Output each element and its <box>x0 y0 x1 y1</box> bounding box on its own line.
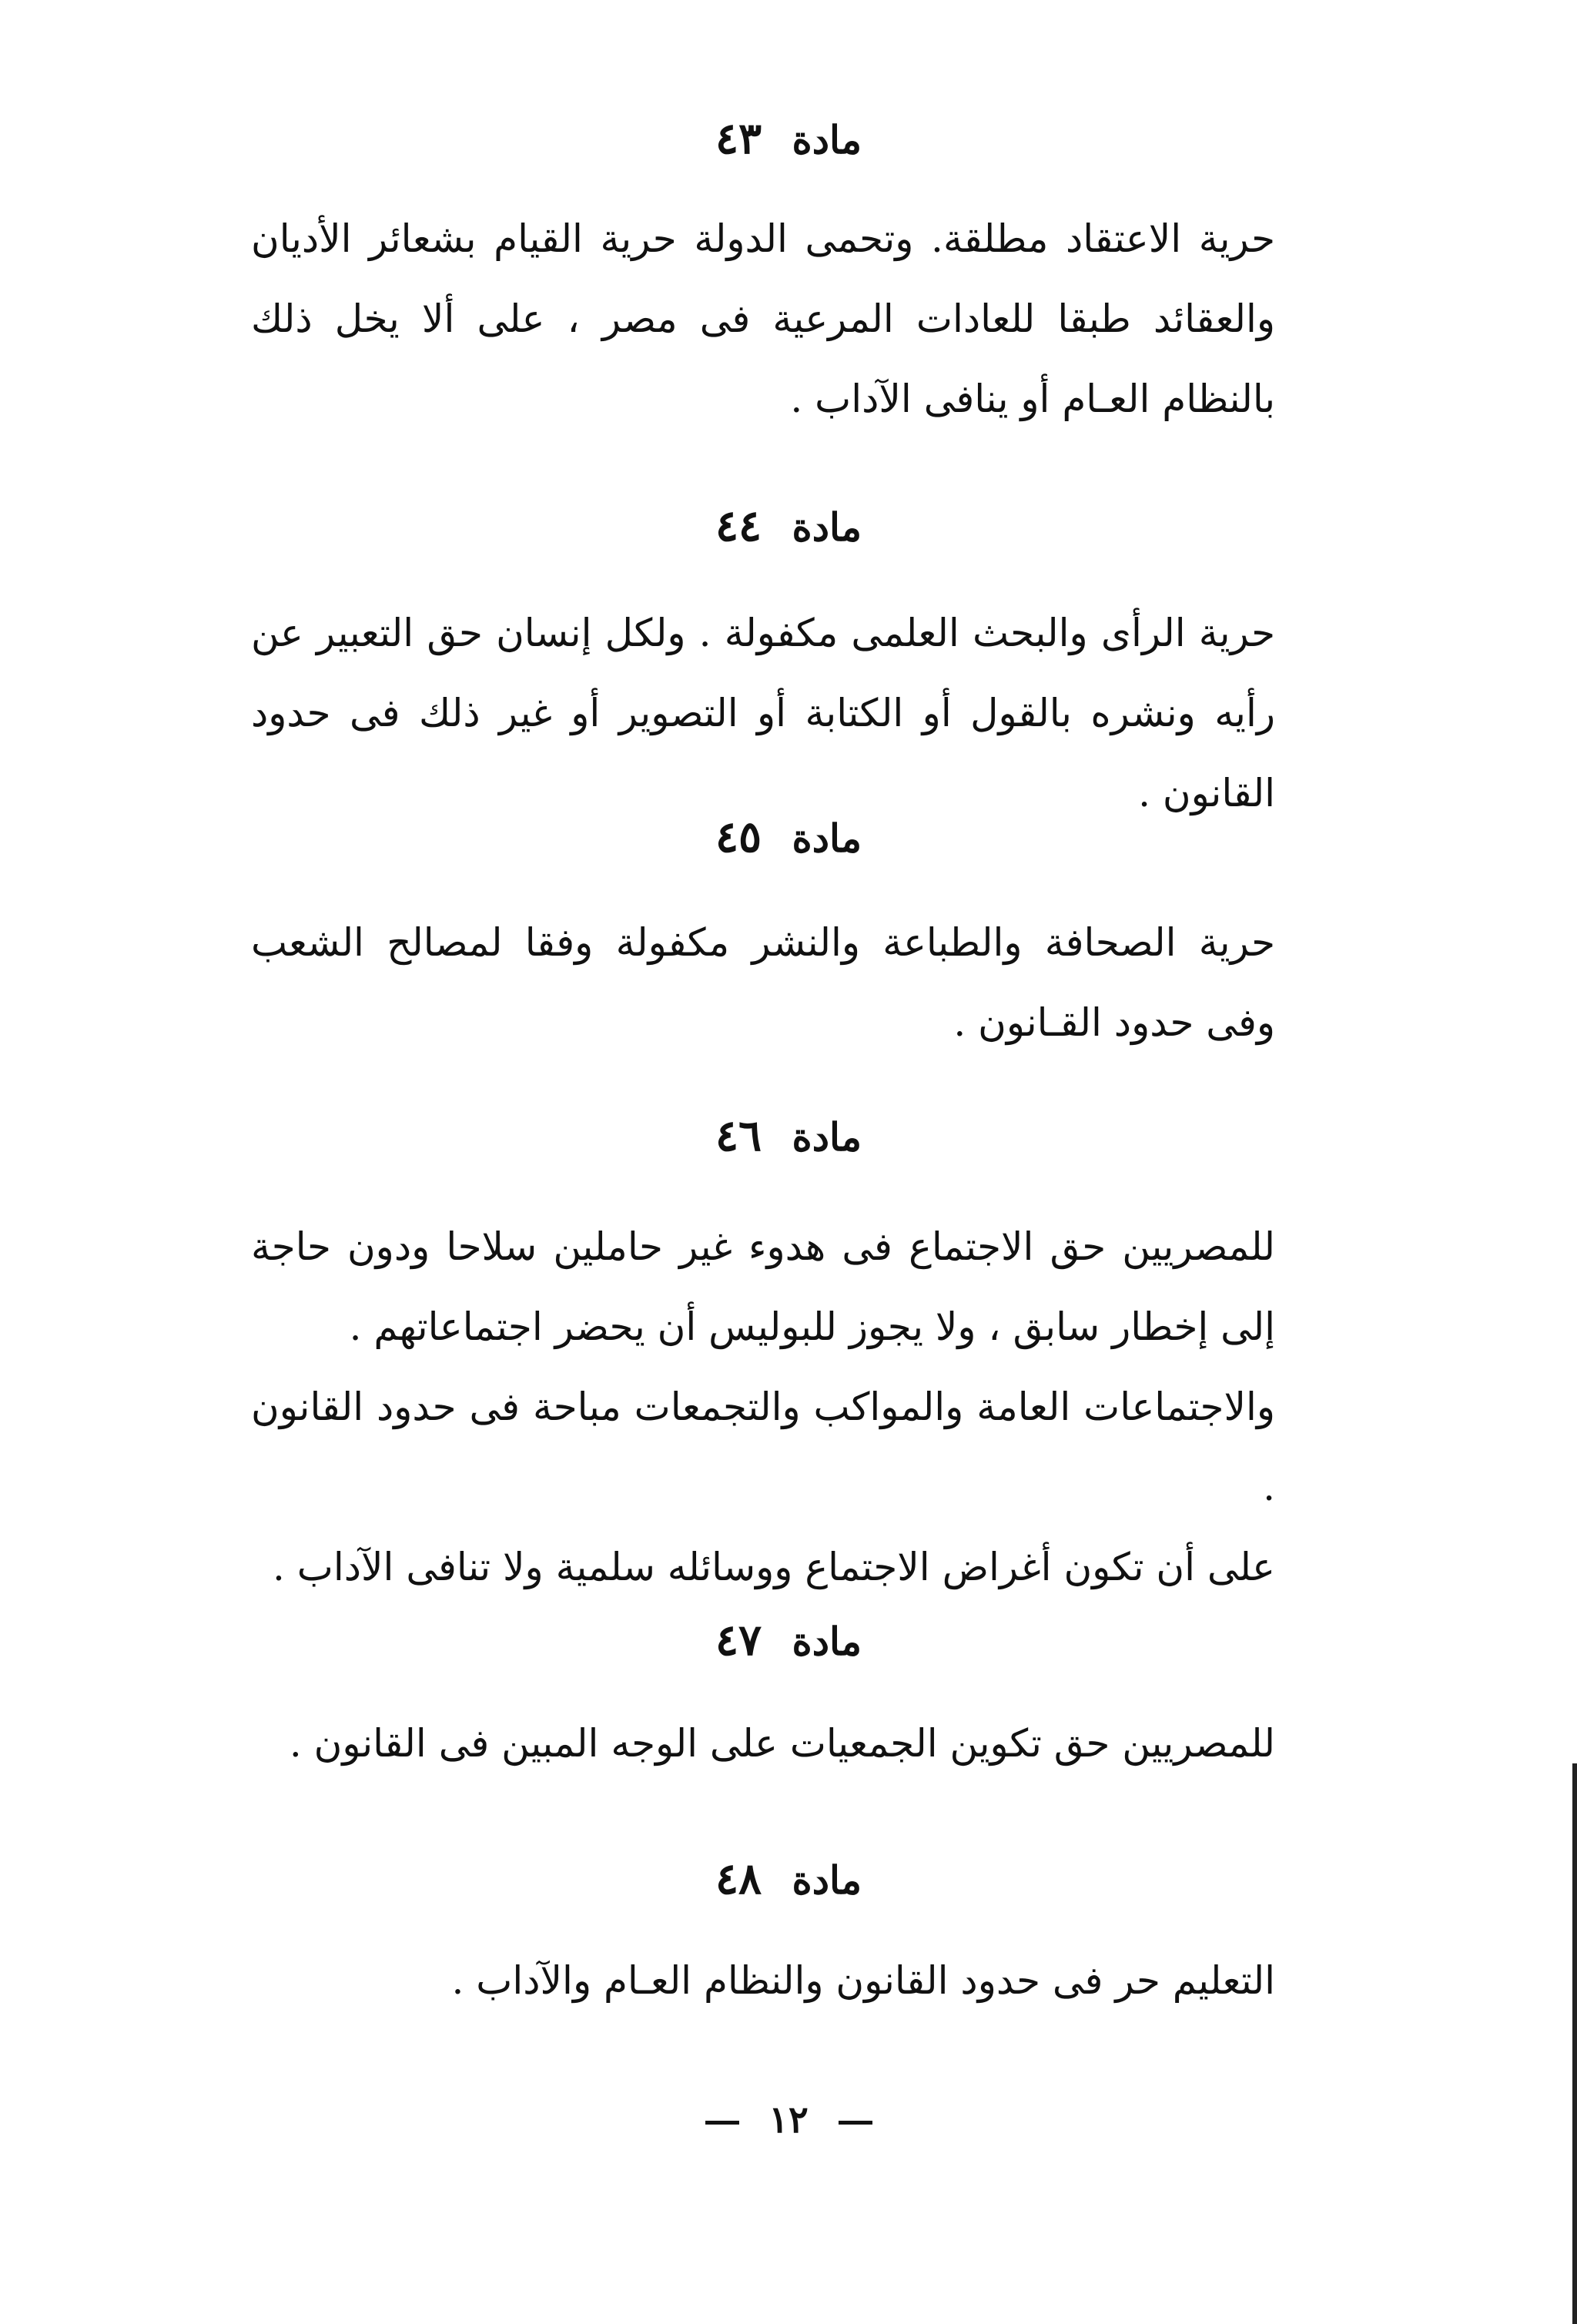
article-heading-word: مادة <box>792 504 862 550</box>
article-text <box>251 1207 1275 1607</box>
article-heading-word: مادة <box>792 117 862 162</box>
article-paragraph: حرية الاعتقاد مطلقة. وتحمى الدولة حرية القيام بشعائر الأديان والعقائد طبقا للعادات المرعية فى مصر ، على ألا يخل ذلك بالنظام العـام أو ينافى الآداب . <box>251 216 1275 421</box>
article-number: ٤٨ <box>715 1854 762 1904</box>
article-paragraph: على أن تكون أغراض الاجتماع ووسائله سلمية ولا تنافى الآداب . <box>273 1545 1275 1589</box>
article-text <box>251 1941 1275 2021</box>
article-heading-word: مادة <box>792 815 862 861</box>
article-number: ٤٤ <box>715 501 762 551</box>
scan-edge-line <box>1572 1763 1577 2324</box>
article-heading <box>0 1852 1577 1907</box>
dash-left <box>839 2121 872 2125</box>
article-number: ٤٧ <box>715 1615 762 1666</box>
article-text <box>251 902 1275 1063</box>
article-heading-word: مادة <box>792 1114 862 1160</box>
article-heading <box>0 810 1577 866</box>
article-number: ٤٦ <box>715 1110 762 1161</box>
article-text <box>251 1703 1275 1783</box>
page-number-value: ١٢ <box>768 2098 809 2141</box>
article-text <box>251 593 1275 833</box>
article-heading-word: مادة <box>792 1857 862 1903</box>
article-number: ٤٥ <box>715 812 762 862</box>
article-paragraph: حرية الرأى والبحث العلمى مكفولة . ولكل إنسان حق التعبير عن رأيه ونشره بالقول أو الكتابة أو التصوير أو غير ذلك فى حدود القانون . <box>251 611 1275 815</box>
article-paragraph: والاجتماعات العامة والمواكب والتجمعات مباحة فى حدود القانون . <box>251 1385 1275 1509</box>
article-heading <box>0 1109 1577 1164</box>
article-text <box>251 199 1275 439</box>
article-paragraph: للمصريين حق تكوين الجمعيات على الوجه المبين فى القانون . <box>289 1721 1275 1766</box>
article-paragraph: التعليم حر فى حدود القانون والنظام العـام والآداب . <box>451 1958 1275 2003</box>
article-paragraph: للمصريين حق الاجتماع فى هدوء غير حاملين سلاحا ودون حاجة إلى إخطار سابق ، ولا يجوز للبوليس أن يحضر اجتماعاتهم . <box>251 1224 1275 1349</box>
article-heading-word: مادة <box>792 1619 862 1664</box>
article-paragraph: حرية الصحافة والطباعة والنشر مكفولة وفقا لمصالح الشعب وفى حدود القـانون . <box>251 920 1275 1045</box>
article-number: ٤٣ <box>715 113 762 164</box>
article-heading <box>0 1613 1577 1669</box>
page-number <box>0 2093 1577 2147</box>
article-heading <box>0 499 1577 554</box>
article-heading <box>0 112 1577 167</box>
dash-right <box>705 2121 739 2125</box>
